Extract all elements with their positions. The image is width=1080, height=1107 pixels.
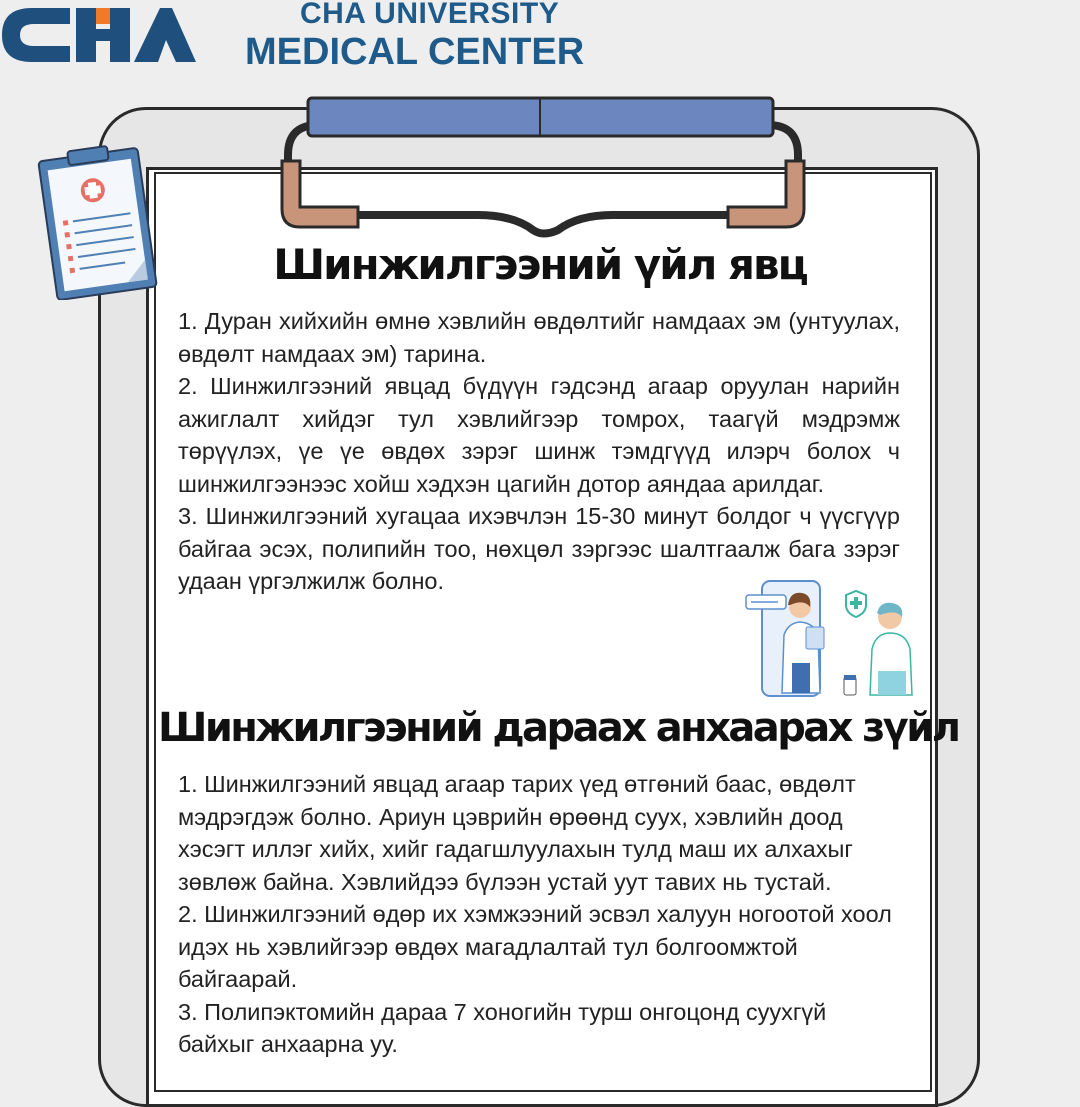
list-item: 1. Шинжилгээний явцад агаар тарих үед өтгөний баас, өвдөлт мэдрэгдэж болно. Ариун цэврийн өрөөнд суух, хэвлийн доод хэсэгт иллэг хийх, хийг гадагшлуулахын тулд маш их алхахыг зөвлөж байна. Хэвлийдээ бүлээн устай уут тавих нь тустай.	[178, 771, 856, 895]
list-item: 3. Полипэктомийн дараа 7 хоногийн турш онгоцонд суухгүй байхыг анхаарна уу.	[178, 998, 827, 1057]
brand-name	[245, 0, 584, 74]
brand-line2: MEDICAL CENTER	[245, 31, 585, 73]
section2-title: Шинжилгээний дараах анхаарах зүйл	[158, 705, 959, 751]
brand-line1: CHA UNIVERSITY	[299, 0, 560, 30]
list-item: 2. Шинжилгээний явцад бүдүүн гэдсэнд агаар оруулан нарийн ажиглалт хийдэг тул хэвлийгээр томрох, таагүй мэдрэмж төрүүлэх, үе үе өвдөх зэрэг шинж тэмдгүүд илэрч болох ч шинжилгээнээс хойш хэдхэн цагийн дотор аяндаа арилдаг.	[178, 373, 900, 497]
doctor-patient-illustration	[740, 575, 920, 700]
cha-logo-icon	[0, 0, 200, 70]
list-item: 1. Дуран хийхийн өмнө хэвлийн өвдөлтийг намдаах эм (унтуулах, өвдөлт намдаах эм) тарина.	[178, 308, 900, 367]
section1-title: Шинжилгээний үйл явц	[273, 240, 807, 289]
list-item: 3. Шинжилгээний хугацаа ихэвчлэн 15-30 минут болдог ч үүсгүүр байгаа эсэх, полипийн тоо, нөхцөл зэргээс шалтгаалж бага зэрэг удаан үргэлжилж болно.	[178, 503, 900, 594]
section1-list	[178, 305, 900, 598]
list-item: 2. Шинжилгээний өдөр их хэмжээний эсвэл халуун ногоотой хоол идэх нь хэвлийгээр өвдөх магадлалтай тул болгоомжтой байгаарай.	[178, 901, 892, 992]
section2-list	[178, 768, 898, 1061]
clipboard-clip-icon	[278, 95, 808, 245]
